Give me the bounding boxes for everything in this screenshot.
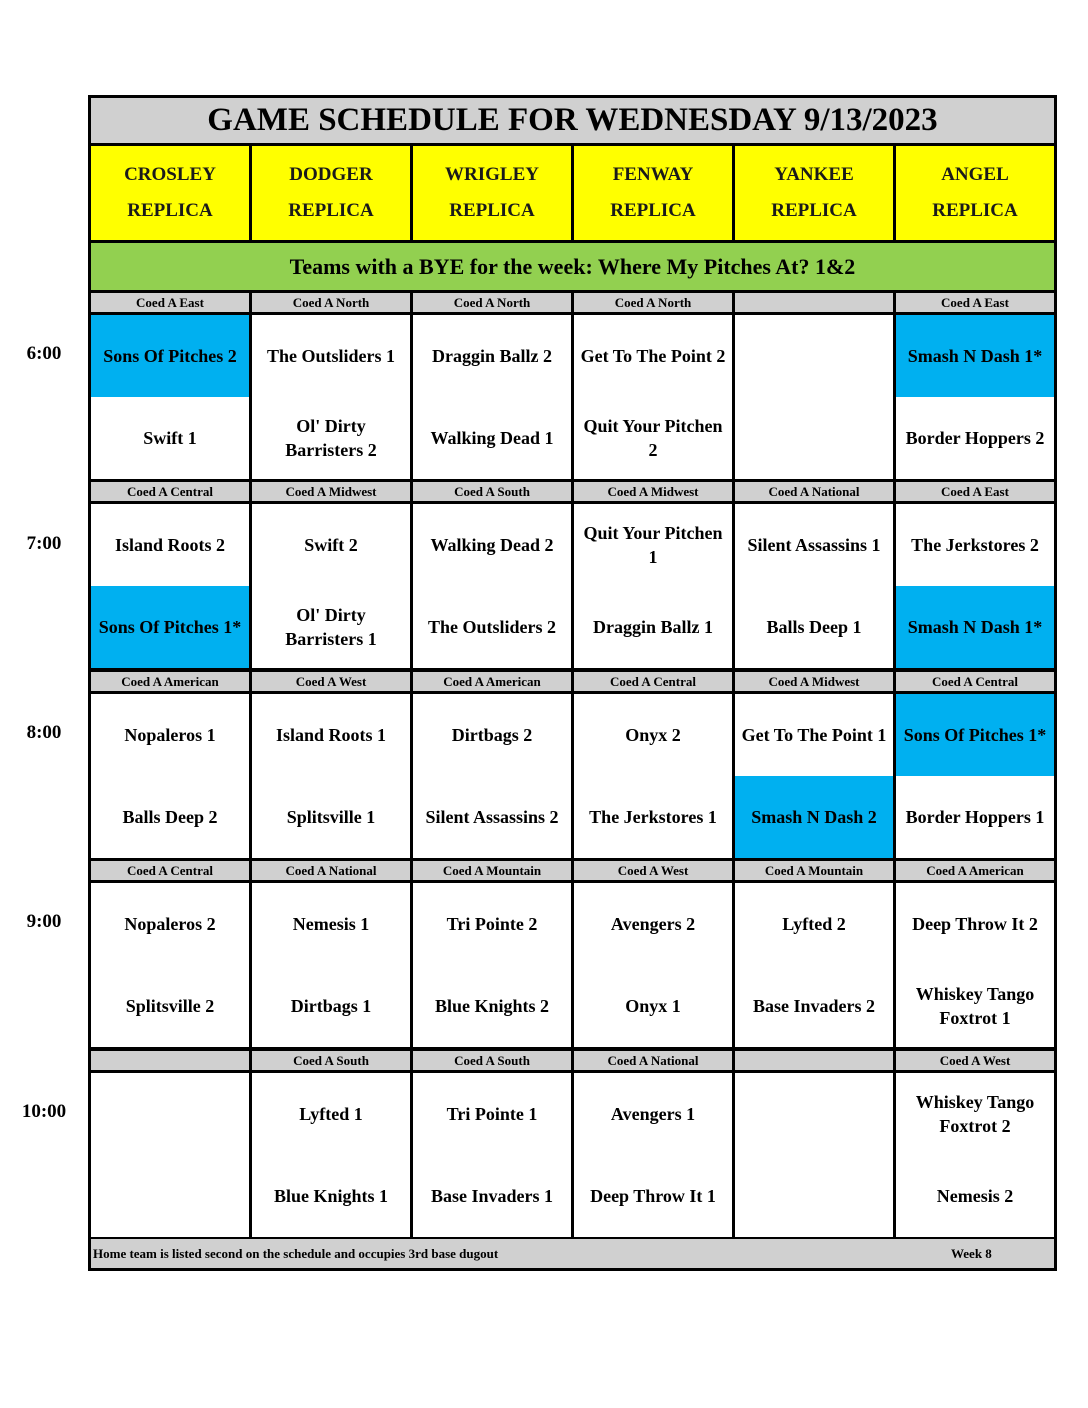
bye-banner: Teams with a BYE for the week: Where My Pitches At? 1&2	[91, 243, 1054, 290]
footer-note: Home team is listed second on the schedule and occupies 3rd base dugout	[93, 1246, 499, 1261]
home-team: Border Hoppers 2	[896, 397, 1054, 479]
field-subtitle: REPLICA	[932, 200, 1018, 221]
away-team: Sons Of Pitches 1*	[896, 694, 1054, 776]
field-name: DODGER	[289, 164, 373, 185]
away-team: Lyfted 2	[735, 883, 893, 965]
away-team: Silent Assassins 1	[735, 504, 893, 586]
division-label: Coed A National	[252, 861, 410, 880]
games-row	[91, 694, 1054, 858]
game-cell	[91, 504, 249, 668]
game-cell	[896, 1073, 1054, 1237]
slot-time: 7:00	[26, 533, 62, 554]
schedule-table	[88, 95, 1057, 1271]
game-cell	[413, 883, 571, 1047]
division-row	[91, 861, 1054, 880]
field-subtitle: REPLICA	[771, 200, 857, 221]
division-label	[735, 293, 893, 312]
slot-time: 8:00	[26, 722, 62, 743]
home-team: Walking Dead 1	[413, 397, 571, 479]
away-team: Dirtbags 2	[413, 694, 571, 776]
division-label: Coed A American	[91, 672, 249, 691]
slot-time: 9:00	[26, 911, 62, 932]
division-label: Coed A East	[896, 293, 1054, 312]
away-team: Walking Dead 2	[413, 504, 571, 586]
away-team: Avengers 1	[574, 1073, 732, 1155]
field-name: CROSLEY	[124, 164, 216, 185]
games-row	[91, 504, 1054, 668]
home-team: Smash N Dash 2	[735, 776, 893, 858]
division-label: Coed A Midwest	[574, 482, 732, 501]
game-cell	[413, 694, 571, 858]
division-label: Coed A Mountain	[413, 861, 571, 880]
division-row	[91, 1051, 1054, 1070]
away-team: Nopaleros 2	[91, 883, 249, 965]
division-label: Coed A Mountain	[735, 861, 893, 880]
home-team: Dirtbags 1	[252, 965, 410, 1047]
home-team: Border Hoppers 1	[896, 776, 1054, 858]
division-row	[91, 293, 1054, 312]
games-row	[91, 1073, 1054, 1237]
away-team: Tri Pointe 1	[413, 1073, 571, 1155]
away-team: The Jerkstores 2	[896, 504, 1054, 586]
home-team	[91, 1155, 249, 1237]
slot-time: 10:00	[21, 1101, 67, 1122]
schedule-title: GAME SCHEDULE FOR WEDNESDAY 9/13/2023	[91, 98, 1054, 143]
home-team: The Jerkstores 1	[574, 776, 732, 858]
game-cell	[413, 504, 571, 668]
division-label: Coed A North	[574, 293, 732, 312]
home-team: Blue Knights 1	[252, 1155, 410, 1237]
field-subtitle: REPLICA	[127, 200, 213, 221]
time-column	[0, 0, 88, 1408]
home-team: Ol' Dirty Barristers 1	[252, 586, 410, 668]
away-team: Lyfted 1	[252, 1073, 410, 1155]
game-cell	[896, 504, 1054, 668]
game-cell	[91, 883, 249, 1047]
field-header	[574, 146, 732, 240]
game-cell	[252, 694, 410, 858]
game-cell	[252, 883, 410, 1047]
division-label: Coed A East	[896, 482, 1054, 501]
division-label: Coed A Central	[574, 672, 732, 691]
away-team: Deep Throw It 2	[896, 883, 1054, 965]
away-team: Avengers 2	[574, 883, 732, 965]
field-header-row	[91, 146, 1054, 240]
field-subtitle: REPLICA	[288, 200, 374, 221]
away-team: The Outsliders 1	[252, 315, 410, 397]
footer	[91, 1239, 1054, 1268]
away-team	[91, 1073, 249, 1155]
home-team: Balls Deep 2	[91, 776, 249, 858]
division-label: Coed A National	[735, 482, 893, 501]
away-team	[735, 1073, 893, 1155]
away-team: Tri Pointe 2	[413, 883, 571, 965]
home-team: Base Invaders 2	[735, 965, 893, 1047]
division-label: Coed A West	[252, 672, 410, 691]
away-team: Get To The Point 1	[735, 694, 893, 776]
game-cell	[735, 694, 893, 858]
game-cell	[252, 1073, 410, 1237]
away-team: Island Roots 2	[91, 504, 249, 586]
field-header	[413, 146, 571, 240]
game-cell	[735, 315, 893, 479]
field-header	[252, 146, 410, 240]
game-cell	[413, 315, 571, 479]
home-team: Sons Of Pitches 1*	[91, 586, 249, 668]
game-cell	[413, 1073, 571, 1237]
field-name: FENWAY	[612, 164, 694, 185]
slot-time: 6:00	[26, 343, 62, 364]
division-label: Coed A South	[252, 1051, 410, 1070]
away-team: Nopaleros 1	[91, 694, 249, 776]
game-cell	[896, 883, 1054, 1047]
game-cell	[735, 883, 893, 1047]
field-subtitle: REPLICA	[610, 200, 696, 221]
field-name: WRIGLEY	[445, 164, 539, 185]
game-cell	[896, 315, 1054, 479]
home-team: Silent Assassins 2	[413, 776, 571, 858]
game-cell	[574, 1073, 732, 1237]
division-label	[735, 1051, 893, 1070]
away-team: Sons Of Pitches 2	[91, 315, 249, 397]
division-label: Coed A Central	[91, 861, 249, 880]
home-team: Balls Deep 1	[735, 586, 893, 668]
division-label: Coed A Midwest	[735, 672, 893, 691]
field-header	[735, 146, 893, 240]
game-cell	[91, 315, 249, 479]
home-team: Draggin Ballz 1	[574, 586, 732, 668]
division-label: Coed A Midwest	[252, 482, 410, 501]
games-row	[91, 315, 1054, 479]
home-team: Smash N Dash 1*	[896, 586, 1054, 668]
home-team: Quit Your Pitchen 2	[574, 397, 732, 479]
game-cell	[252, 504, 410, 668]
game-cell	[735, 504, 893, 668]
division-label: Coed A East	[91, 293, 249, 312]
division-label: Coed A Central	[896, 672, 1054, 691]
game-cell	[574, 315, 732, 479]
division-label: Coed A North	[413, 293, 571, 312]
home-team: Swift 1	[91, 397, 249, 479]
division-label: Coed A South	[413, 1051, 571, 1070]
away-team: Swift 2	[252, 504, 410, 586]
home-team: Ol' Dirty Barristers 2	[252, 397, 410, 479]
field-name: YANKEE	[774, 164, 854, 185]
week-label: Week 8	[951, 1246, 992, 1261]
game-cell	[91, 694, 249, 858]
home-team: Deep Throw It 1	[574, 1155, 732, 1237]
away-team: Draggin Ballz 2	[413, 315, 571, 397]
home-team: Onyx 1	[574, 965, 732, 1047]
division-label: Coed A West	[574, 861, 732, 880]
game-cell	[91, 1073, 249, 1237]
home-team: Nemesis 2	[896, 1155, 1054, 1237]
home-team: The Outsliders 2	[413, 586, 571, 668]
home-team: Blue Knights 2	[413, 965, 571, 1047]
game-cell	[896, 694, 1054, 858]
field-subtitle: REPLICA	[449, 200, 535, 221]
division-row	[91, 672, 1054, 691]
division-label: Coed A Central	[91, 482, 249, 501]
away-team	[735, 315, 893, 397]
field-name: ANGEL	[941, 164, 1009, 185]
game-cell	[574, 694, 732, 858]
game-cell	[574, 504, 732, 668]
away-team: Island Roots 1	[252, 694, 410, 776]
field-header	[896, 146, 1054, 240]
division-label: Coed A North	[252, 293, 410, 312]
home-team	[735, 1155, 893, 1237]
game-cell	[574, 883, 732, 1047]
away-team: Whiskey Tango Foxtrot 2	[896, 1073, 1054, 1155]
home-team: Splitsville 1	[252, 776, 410, 858]
division-label	[91, 1051, 249, 1070]
game-cell	[735, 1073, 893, 1237]
away-team: Onyx 2	[574, 694, 732, 776]
home-team: Base Invaders 1	[413, 1155, 571, 1237]
away-team: Get To The Point 2	[574, 315, 732, 397]
game-cell	[252, 315, 410, 479]
away-team: Quit Your Pitchen 1	[574, 504, 732, 586]
home-team	[735, 397, 893, 479]
division-label: Coed A National	[574, 1051, 732, 1070]
division-label: Coed A South	[413, 482, 571, 501]
home-team: Whiskey Tango Foxtrot 1	[896, 965, 1054, 1047]
division-label: Coed A American	[413, 672, 571, 691]
division-row	[91, 482, 1054, 501]
games-row	[91, 883, 1054, 1047]
home-team: Splitsville 2	[91, 965, 249, 1047]
away-team: Smash N Dash 1*	[896, 315, 1054, 397]
field-header	[91, 146, 249, 240]
division-label: Coed A West	[896, 1051, 1054, 1070]
away-team: Nemesis 1	[252, 883, 410, 965]
division-label: Coed A American	[896, 861, 1054, 880]
